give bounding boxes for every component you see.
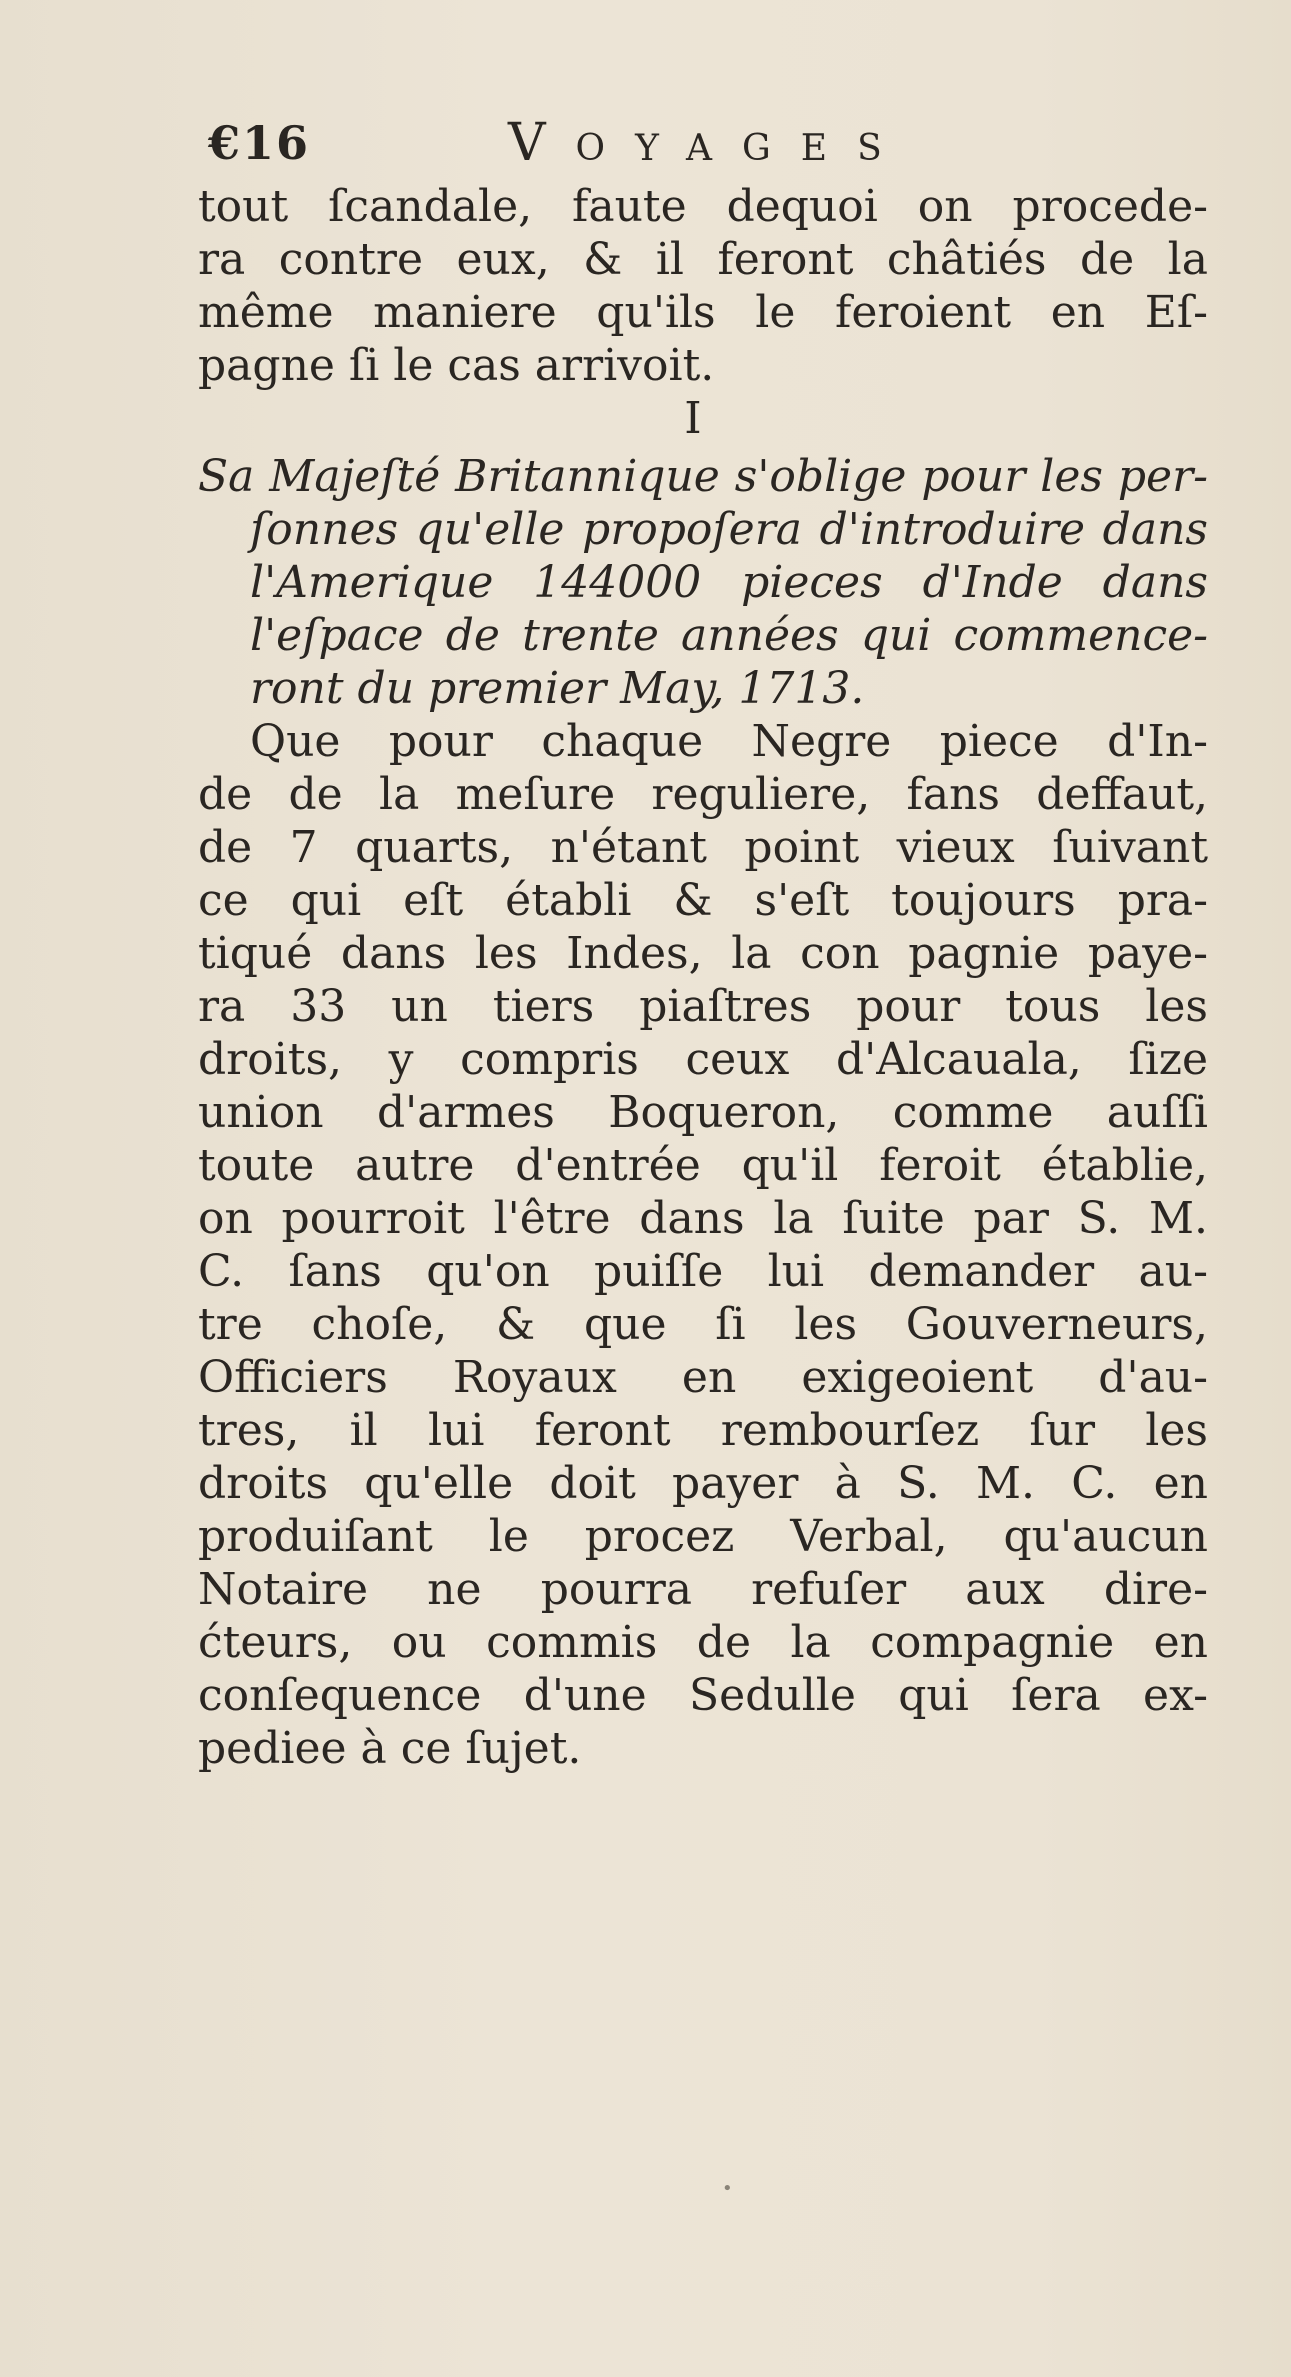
- text-line: Notaire ne pourra refuſer aux dire-: [198, 1564, 1208, 1615]
- text-line: toute autre d'entrée qu'il feroit établie,: [198, 1140, 1208, 1191]
- text-line: on pourroit l'être dans la ſuite par S. M.: [198, 1193, 1208, 1244]
- text-line: de de la meſure reguliere, fans deffaut,: [198, 769, 1208, 820]
- article-heading-line: Sa Majeſté Britannique s'oblige pour les per-: [198, 451, 1208, 502]
- article-heading-line: ront du premier May, 1713.: [250, 663, 865, 714]
- text-line: union d'armes Boqueron, comme auſſi: [198, 1087, 1208, 1138]
- running-head: [208, 108, 1108, 178]
- text-line: C. ſans qu'on puiſſe lui demander au-: [198, 1246, 1208, 1297]
- text-line: tre choſe, & que ſi les Gouverneurs,: [198, 1299, 1208, 1350]
- text-line: tiqué dans les Indes, la con pagnie paye-: [198, 928, 1208, 979]
- text-line: ra contre eux, & il feront châtiés de la: [198, 234, 1208, 285]
- article-heading-line: l'eſpace de trente années qui commence-: [250, 610, 1208, 661]
- text-line: droits, y compris ceux d'Alcauala, ſize: [198, 1034, 1208, 1085]
- text-line: produiſant le procez Verbal, qu'aucun: [198, 1511, 1208, 1562]
- text-line: même maniere qu'ils le feroient en Eſ-: [198, 287, 1208, 338]
- text-line: tres, il lui feront rembourſez ſur les: [198, 1405, 1208, 1456]
- text-block: [198, 180, 1208, 1775]
- text-line: pediee à ce ſujet.: [198, 1723, 582, 1774]
- article-heading-line: ſonnes qu'elle propoſera d'introduire dans: [250, 504, 1208, 555]
- article-heading-line: l'Amerique 144000 pieces d'Inde dans: [250, 557, 1208, 608]
- text-line: droits qu'elle doit payer à S. M. C. en: [198, 1458, 1208, 1509]
- article-number: I: [684, 393, 702, 444]
- running-title: Voyages: [508, 113, 912, 173]
- text-line: ce qui eſt établi & s'eſt toujours pra-: [198, 875, 1208, 926]
- page-number: €16: [208, 116, 311, 170]
- text-line: Que pour chaque Negre piece d'In-: [250, 716, 1208, 767]
- text-line: ra 33 un tiers piaſtres pour tous les: [198, 981, 1208, 1032]
- text-line: conſequence d'une Sedulle qui ſera ex-: [198, 1670, 1208, 1721]
- text-line: tout ſcandale, faute dequoi on procede-: [198, 181, 1208, 232]
- text-line: ćteurs, ou commis de la compagnie en: [198, 1617, 1208, 1668]
- text-line: pagne ſi le cas arrivoit.: [198, 340, 715, 391]
- text-line: Officiers Royaux en exigeoient d'au-: [198, 1352, 1208, 1403]
- page-blemish: •: [722, 2178, 733, 2199]
- text-line: de 7 quarts, n'étant point vieux ſuivant: [198, 822, 1208, 873]
